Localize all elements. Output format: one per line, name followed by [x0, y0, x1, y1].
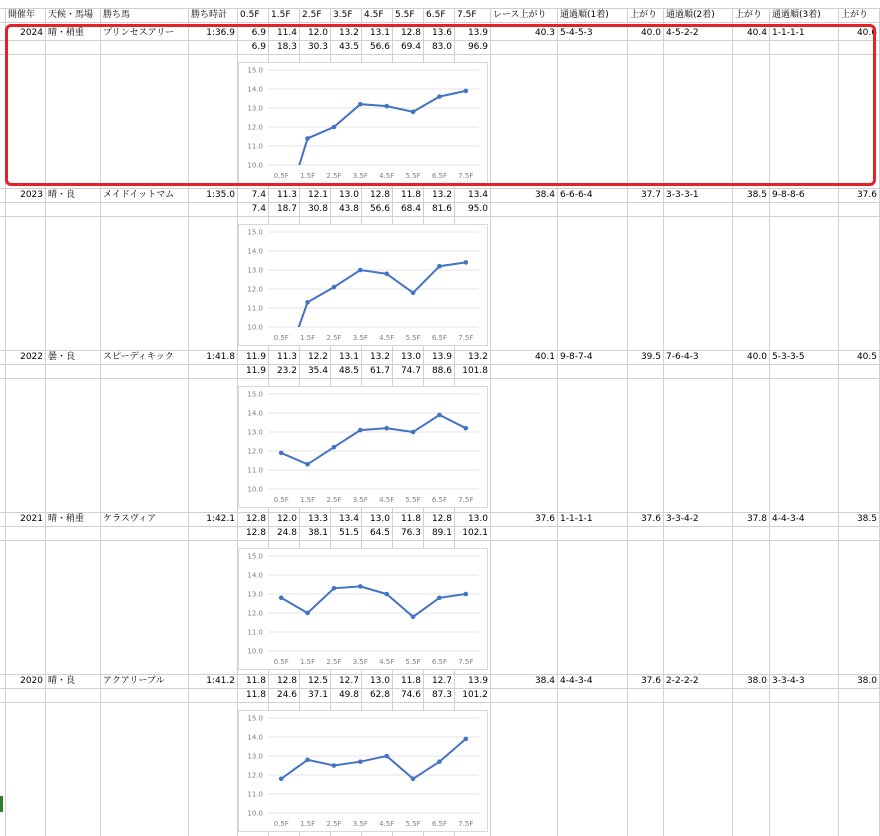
lap-cell[interactable]: 11.3	[276, 352, 297, 362]
y-tick-label: 13.0	[247, 104, 263, 113]
lap-data-point	[279, 777, 284, 782]
y-tick-label: 14.0	[247, 85, 263, 94]
lap-data-point	[279, 596, 284, 601]
lap-cell[interactable]: 13.9	[467, 28, 488, 38]
lap-data-point	[437, 759, 442, 764]
column-header[interactable]: 7.5F	[457, 10, 477, 20]
x-tick-label: 3.5F	[352, 172, 368, 180]
position-1st-cell[interactable]: 6-6-6-4	[560, 190, 593, 200]
lap-cell[interactable]: 12.7	[431, 676, 452, 686]
lap-cell[interactable]: 12.8	[276, 676, 297, 686]
cumulative-cell[interactable]: 18.7	[276, 204, 297, 214]
x-tick-label: 4.5F	[379, 496, 395, 504]
x-tick-label: 1.5F	[299, 334, 316, 342]
winner-cell[interactable]: ケラスヴィア	[103, 514, 157, 524]
lap-cell[interactable]: 13.2	[338, 28, 359, 38]
column-header[interactable]: 開催年	[8, 10, 36, 20]
column-header[interactable]: 4.5F	[364, 10, 384, 20]
lap-cell[interactable]: 13.6	[431, 28, 452, 38]
y-tick-label: 15.0	[247, 714, 263, 723]
cumulative-cell[interactable]: 88.6	[431, 366, 452, 376]
y-tick-label: 14.0	[247, 571, 263, 580]
weather-cell[interactable]: 晴・良	[48, 676, 76, 686]
cumulative-cell[interactable]: 37.1	[307, 690, 328, 700]
x-tick-label: 5.5F	[405, 172, 421, 180]
time-cell[interactable]: 1:36.9	[206, 28, 235, 38]
x-tick-label: 1.5F	[299, 820, 316, 828]
lap-data-point	[384, 272, 389, 277]
lap-data-point	[411, 430, 416, 435]
time-cell[interactable]: 1:42.1	[206, 514, 235, 524]
lap-cell[interactable]: 12.0	[276, 514, 297, 524]
winner-cell[interactable]: プリンセスアリー	[103, 28, 175, 38]
y-tick-label: 10.0	[247, 647, 263, 656]
y-tick-label: 15.0	[247, 552, 263, 561]
position-1st-cell[interactable]: 1-1-1-1	[560, 514, 593, 524]
cumulative-cell[interactable]: 51.5	[338, 528, 359, 538]
x-tick-label: 0.5F	[273, 820, 289, 828]
x-tick-label: 6.5F	[431, 172, 448, 180]
y-tick-label: 13.0	[247, 266, 263, 275]
position-2nd-cell[interactable]: 3-3-3-1	[666, 190, 699, 200]
cumulative-cell[interactable]: 64.5	[369, 528, 390, 538]
column-header[interactable]: 勝ち馬	[103, 10, 131, 20]
cumulative-cell[interactable]: 83.0	[431, 42, 452, 52]
weather-cell[interactable]: 晴・稍重	[48, 514, 85, 524]
last-2nd-cell[interactable]: 40.0	[746, 352, 767, 362]
cumulative-cell[interactable]: 24.6	[276, 690, 297, 700]
y-tick-label: 13.0	[247, 590, 263, 599]
lap-cell[interactable]: 11.3	[276, 190, 297, 200]
last-2nd-cell[interactable]: 38.5	[746, 190, 767, 200]
lap-data-point	[437, 264, 442, 269]
lap-data-point	[358, 584, 363, 589]
lap-data-point	[437, 94, 442, 99]
weather-cell[interactable]: 晴・良	[48, 190, 76, 200]
lap-cell[interactable]: 13.0	[467, 514, 488, 524]
lap-data-point	[384, 426, 389, 431]
cumulative-cell[interactable]: 69.4	[400, 42, 421, 52]
position-2nd-cell[interactable]: 2-2-2-2	[666, 676, 699, 686]
cumulative-cell[interactable]: 43.8	[338, 204, 359, 214]
x-tick-label: 3.5F	[352, 820, 368, 828]
x-tick-label: 7.5F	[458, 334, 474, 342]
row-selection-marker	[0, 796, 3, 812]
y-tick-label: 14.0	[247, 247, 263, 256]
time-cell[interactable]: 1:35.0	[206, 190, 235, 200]
lap-data-point	[305, 611, 310, 616]
lap-data-point	[358, 102, 363, 107]
lap-data-point	[332, 586, 337, 591]
lap-data-point	[464, 426, 469, 431]
weather-cell[interactable]: 曇・良	[48, 352, 76, 362]
y-tick-label: 15.0	[247, 390, 263, 399]
x-tick-label: 2.5F	[326, 820, 342, 828]
year-cell[interactable]: 2022	[20, 352, 43, 362]
position-3rd-cell[interactable]: 9-8-8-6	[772, 190, 805, 200]
lap-cell[interactable]: 6.9	[251, 28, 266, 38]
x-tick-label: 5.5F	[405, 820, 421, 828]
lap-data-point	[332, 763, 337, 768]
x-tick-label: 6.5F	[431, 820, 448, 828]
time-cell[interactable]: 1:41.2	[206, 676, 235, 686]
cumulative-cell[interactable]: 38.1	[307, 528, 328, 538]
lap-series-line	[281, 415, 466, 464]
y-tick-label: 11.0	[247, 142, 263, 151]
y-tick-label: 11.0	[247, 466, 263, 475]
y-tick-label: 13.0	[247, 428, 263, 437]
column-header[interactable]: 0.5F	[240, 10, 260, 20]
last-3rd-cell[interactable]: 38.5	[856, 514, 877, 524]
x-tick-label: 5.5F	[405, 658, 421, 666]
lap-cell[interactable]: 12.8	[245, 514, 266, 524]
y-tick-label: 12.0	[247, 123, 263, 132]
lap-cell[interactable]: 13.9	[467, 676, 488, 686]
x-tick-label: 1.5F	[299, 172, 316, 180]
lap-data-point	[464, 89, 469, 94]
lap-data-point	[358, 268, 363, 273]
x-tick-label: 3.5F	[352, 496, 368, 504]
cumulative-cell[interactable]: 11.9	[245, 366, 266, 376]
cumulative-cell[interactable]: 95.0	[467, 204, 488, 214]
x-tick-label: 0.5F	[273, 496, 289, 504]
last-3rd-cell[interactable]: 37.6	[856, 190, 877, 200]
x-tick-label: 1.5F	[299, 658, 316, 666]
cumulative-cell[interactable]: 68.4	[400, 204, 421, 214]
column-header[interactable]: 6.5F	[426, 10, 446, 20]
lap-data-point	[384, 754, 389, 759]
last-1st-cell[interactable]: 40.0	[640, 28, 661, 38]
lap-cell[interactable]: 13.0	[369, 676, 390, 686]
y-tick-label: 14.0	[247, 733, 263, 742]
x-tick-label: 2.5F	[326, 496, 342, 504]
lap-cell[interactable]: 12.8	[369, 190, 390, 200]
lap-cell[interactable]: 11.4	[276, 28, 297, 38]
year-cell[interactable]: 2023	[20, 190, 43, 200]
lap-cell[interactable]: 13.4	[467, 190, 488, 200]
race-last-cell[interactable]: 40.3	[534, 28, 555, 38]
x-tick-label: 4.5F	[379, 334, 395, 342]
y-tick-label: 13.0	[247, 752, 263, 761]
lap-chart-svg	[239, 225, 489, 347]
cumulative-cell[interactable]: 101.2	[462, 690, 488, 700]
last-1st-cell[interactable]: 37.6	[640, 514, 661, 524]
lap-cell[interactable]: 12.8	[431, 514, 452, 524]
lap-cell[interactable]: 12.8	[400, 28, 421, 38]
column-header[interactable]: 通過順(2着)	[666, 10, 715, 20]
lap-chart[interactable]	[238, 710, 488, 832]
x-tick-label: 7.5F	[458, 658, 474, 666]
position-2nd-cell[interactable]: 4-5-2-2	[666, 28, 699, 38]
x-tick-label: 2.5F	[326, 334, 342, 342]
lap-data-point	[437, 596, 442, 601]
lap-cell[interactable]: 13.0	[369, 514, 390, 524]
cumulative-cell[interactable]: 6.9	[251, 42, 266, 52]
x-tick-label: 7.5F	[458, 496, 474, 504]
last-1st-cell[interactable]: 37.6	[640, 676, 661, 686]
lap-cell[interactable]: 13.1	[369, 28, 390, 38]
lap-chart[interactable]	[238, 386, 488, 508]
cumulative-cell[interactable]: 87.3	[431, 690, 452, 700]
last-2nd-cell[interactable]: 37.8	[746, 514, 767, 524]
lap-cell[interactable]: 12.0	[307, 28, 328, 38]
lap-data-point	[464, 260, 469, 265]
x-tick-label: 5.5F	[405, 334, 421, 342]
lap-cell[interactable]: 7.4	[251, 190, 266, 200]
last-2nd-cell[interactable]: 40.4	[746, 28, 767, 38]
cumulative-cell[interactable]: 30.3	[307, 42, 328, 52]
cumulative-cell[interactable]: 23.2	[276, 366, 297, 376]
race-last-cell[interactable]: 37.6	[534, 514, 555, 524]
lap-chart-svg	[239, 63, 489, 185]
lap-cell[interactable]: 12.7	[338, 676, 359, 686]
lap-chart-svg	[239, 549, 489, 671]
cumulative-cell[interactable]: 18.3	[276, 42, 297, 52]
lap-cell[interactable]: 12.1	[307, 190, 328, 200]
lap-data-point	[411, 110, 416, 115]
column-header[interactable]: 上がり	[735, 10, 763, 20]
column-header[interactable]: 上がり	[841, 10, 869, 20]
y-tick-label: 12.0	[247, 447, 263, 456]
x-tick-label: 0.5F	[273, 172, 289, 180]
y-tick-label: 14.0	[247, 409, 263, 418]
cumulative-cell[interactable]: 12.8	[245, 528, 266, 538]
cumulative-cell[interactable]: 11.8	[245, 690, 266, 700]
cumulative-cell[interactable]: 89.1	[431, 528, 452, 538]
x-tick-label: 4.5F	[379, 658, 395, 666]
lap-data-point	[464, 592, 469, 597]
position-1st-cell[interactable]: 4-4-3-4	[560, 676, 593, 686]
cumulative-cell[interactable]: 56.6	[369, 204, 390, 214]
lap-data-point	[332, 285, 337, 290]
position-2nd-cell[interactable]: 3-3-4-2	[666, 514, 699, 524]
x-tick-label: 7.5F	[458, 820, 474, 828]
x-tick-label: 6.5F	[431, 658, 448, 666]
x-tick-label: 7.5F	[458, 172, 474, 180]
lap-data-point	[305, 136, 310, 141]
lap-data-point	[332, 445, 337, 450]
race-last-cell[interactable]: 38.4	[534, 676, 555, 686]
race-last-cell[interactable]: 38.4	[534, 190, 555, 200]
column-header[interactable]: 1.5F	[271, 10, 291, 20]
cumulative-cell[interactable]: 81.6	[431, 204, 452, 214]
y-tick-label: 12.0	[247, 771, 263, 780]
lap-data-point	[305, 300, 310, 305]
y-tick-label: 11.0	[247, 628, 263, 637]
lap-cell[interactable]: 11.8	[245, 676, 266, 686]
last-3rd-cell[interactable]: 38.0	[856, 676, 877, 686]
column-header[interactable]: 天候・馬場	[48, 10, 94, 20]
position-2nd-cell[interactable]: 7-6-4-3	[666, 352, 699, 362]
winner-cell[interactable]: メイドイットマム	[103, 190, 175, 200]
column-header[interactable]: 通過順(3着)	[772, 10, 821, 20]
x-tick-label: 2.5F	[326, 172, 342, 180]
lap-data-point	[464, 737, 469, 742]
cumulative-cell[interactable]: 74.7	[400, 366, 421, 376]
lap-data-point	[358, 428, 363, 433]
column-header[interactable]: 2.5F	[302, 10, 322, 20]
lap-data-point	[411, 615, 416, 620]
cumulative-cell[interactable]: 48.5	[338, 366, 359, 376]
lap-cell[interactable]: 13.4	[338, 514, 359, 524]
y-tick-label: 15.0	[247, 66, 263, 75]
year-cell[interactable]: 2020	[20, 676, 43, 686]
lap-data-point	[384, 104, 389, 109]
y-tick-label: 11.0	[247, 304, 263, 313]
cumulative-cell[interactable]: 74.6	[400, 690, 421, 700]
last-3rd-cell[interactable]: 40.5	[856, 352, 877, 362]
cumulative-cell[interactable]: 30.8	[307, 204, 328, 214]
cumulative-cell[interactable]: 96.9	[467, 42, 488, 52]
lap-data-point	[384, 592, 389, 597]
lap-chart[interactable]	[238, 62, 488, 184]
position-3rd-cell[interactable]: 3-3-4-3	[772, 676, 805, 686]
y-tick-label: 10.0	[247, 809, 263, 818]
weather-cell[interactable]: 晴・稍重	[48, 28, 85, 38]
cumulative-cell[interactable]: 101.8	[462, 366, 488, 376]
cumulative-cell[interactable]: 62.8	[369, 690, 390, 700]
column-header[interactable]: 3.5F	[333, 10, 353, 20]
lap-cell[interactable]: 11.9	[245, 352, 266, 362]
x-tick-label: 6.5F	[431, 496, 448, 504]
x-tick-label: 0.5F	[273, 658, 289, 666]
position-3rd-cell[interactable]: 5-3-3-5	[772, 352, 805, 362]
y-tick-label: 10.0	[247, 323, 263, 332]
y-tick-label: 10.0	[247, 485, 263, 494]
lap-cell[interactable]: 13.2	[431, 190, 452, 200]
last-2nd-cell[interactable]: 38.0	[746, 676, 767, 686]
last-1st-cell[interactable]: 37.7	[640, 190, 661, 200]
cumulative-cell[interactable]: 49.8	[338, 690, 359, 700]
column-header[interactable]: レース上がり	[493, 10, 547, 20]
lap-data-point	[279, 451, 284, 456]
cumulative-cell[interactable]: 7.4	[251, 204, 266, 214]
lap-cell[interactable]: 13.3	[307, 514, 328, 524]
position-1st-cell[interactable]: 9-8-7-4	[560, 352, 593, 362]
lap-data-point	[332, 125, 337, 130]
lap-cell[interactable]: 13.0	[338, 190, 359, 200]
column-header[interactable]: 通過順(1着)	[560, 10, 609, 20]
lap-chart-svg	[239, 387, 489, 509]
last-1st-cell[interactable]: 39.5	[640, 352, 661, 362]
cumulative-cell[interactable]: 43.5	[338, 42, 359, 52]
y-tick-label: 12.0	[247, 285, 263, 294]
lap-cell[interactable]: 13.9	[431, 352, 452, 362]
lap-cell[interactable]: 12.2	[307, 352, 328, 362]
position-3rd-cell[interactable]: 4-4-3-4	[772, 514, 805, 524]
cumulative-cell[interactable]: 102.1	[462, 528, 488, 538]
x-tick-label: 0.5F	[273, 334, 289, 342]
lap-cell[interactable]: 13.1	[338, 352, 359, 362]
x-tick-label: 1.5F	[299, 496, 316, 504]
x-tick-label: 5.5F	[405, 496, 421, 504]
lap-data-point	[305, 462, 310, 467]
x-tick-label: 3.5F	[352, 334, 368, 342]
lap-cell[interactable]: 11.8	[400, 514, 421, 524]
winner-cell[interactable]: アクアリーブル	[103, 676, 165, 686]
lap-cell[interactable]: 11.8	[400, 190, 421, 200]
lap-chart[interactable]	[238, 548, 488, 670]
lap-data-point	[305, 758, 310, 763]
x-tick-label: 2.5F	[326, 658, 342, 666]
lap-data-point	[358, 759, 363, 764]
year-cell[interactable]: 2021	[20, 514, 43, 524]
time-cell[interactable]: 1:41.8	[206, 352, 235, 362]
cumulative-cell[interactable]: 61.7	[369, 366, 390, 376]
race-last-cell[interactable]: 40.1	[534, 352, 555, 362]
lap-data-point	[437, 413, 442, 418]
position-3rd-cell[interactable]: 1-1-1-1	[772, 28, 805, 38]
y-tick-label: 15.0	[247, 228, 263, 237]
lap-cell[interactable]: 13.2	[467, 352, 488, 362]
x-tick-label: 4.5F	[379, 172, 395, 180]
y-tick-label: 12.0	[247, 609, 263, 618]
cumulative-cell[interactable]: 76.3	[400, 528, 421, 538]
x-tick-label: 6.5F	[431, 334, 448, 342]
lap-chart-svg	[239, 711, 489, 833]
lap-cell[interactable]: 13.0	[400, 352, 421, 362]
year-cell[interactable]: 2024	[20, 28, 43, 38]
lap-data-point	[411, 777, 416, 782]
lap-cell[interactable]: 13.2	[369, 352, 390, 362]
column-header[interactable]: 上がり	[630, 10, 658, 20]
lap-cell[interactable]: 12.5	[307, 676, 328, 686]
lap-chart[interactable]	[238, 224, 488, 346]
y-tick-label: 10.0	[247, 161, 263, 170]
column-header[interactable]: 勝ち時計	[191, 10, 228, 20]
y-tick-label: 11.0	[247, 790, 263, 799]
lap-data-point	[411, 291, 416, 296]
x-tick-label: 4.5F	[379, 820, 395, 828]
last-3rd-cell[interactable]: 40.6	[856, 28, 877, 38]
winner-cell[interactable]: スピーディキック	[103, 352, 174, 362]
x-tick-label: 3.5F	[352, 658, 368, 666]
lap-cell[interactable]: 11.8	[400, 676, 421, 686]
cumulative-cell[interactable]: 56.6	[369, 42, 390, 52]
position-1st-cell[interactable]: 5-4-5-3	[560, 28, 593, 38]
column-header[interactable]: 5.5F	[395, 10, 415, 20]
cumulative-cell[interactable]: 35.4	[307, 366, 328, 376]
cumulative-cell[interactable]: 24.8	[276, 528, 297, 538]
